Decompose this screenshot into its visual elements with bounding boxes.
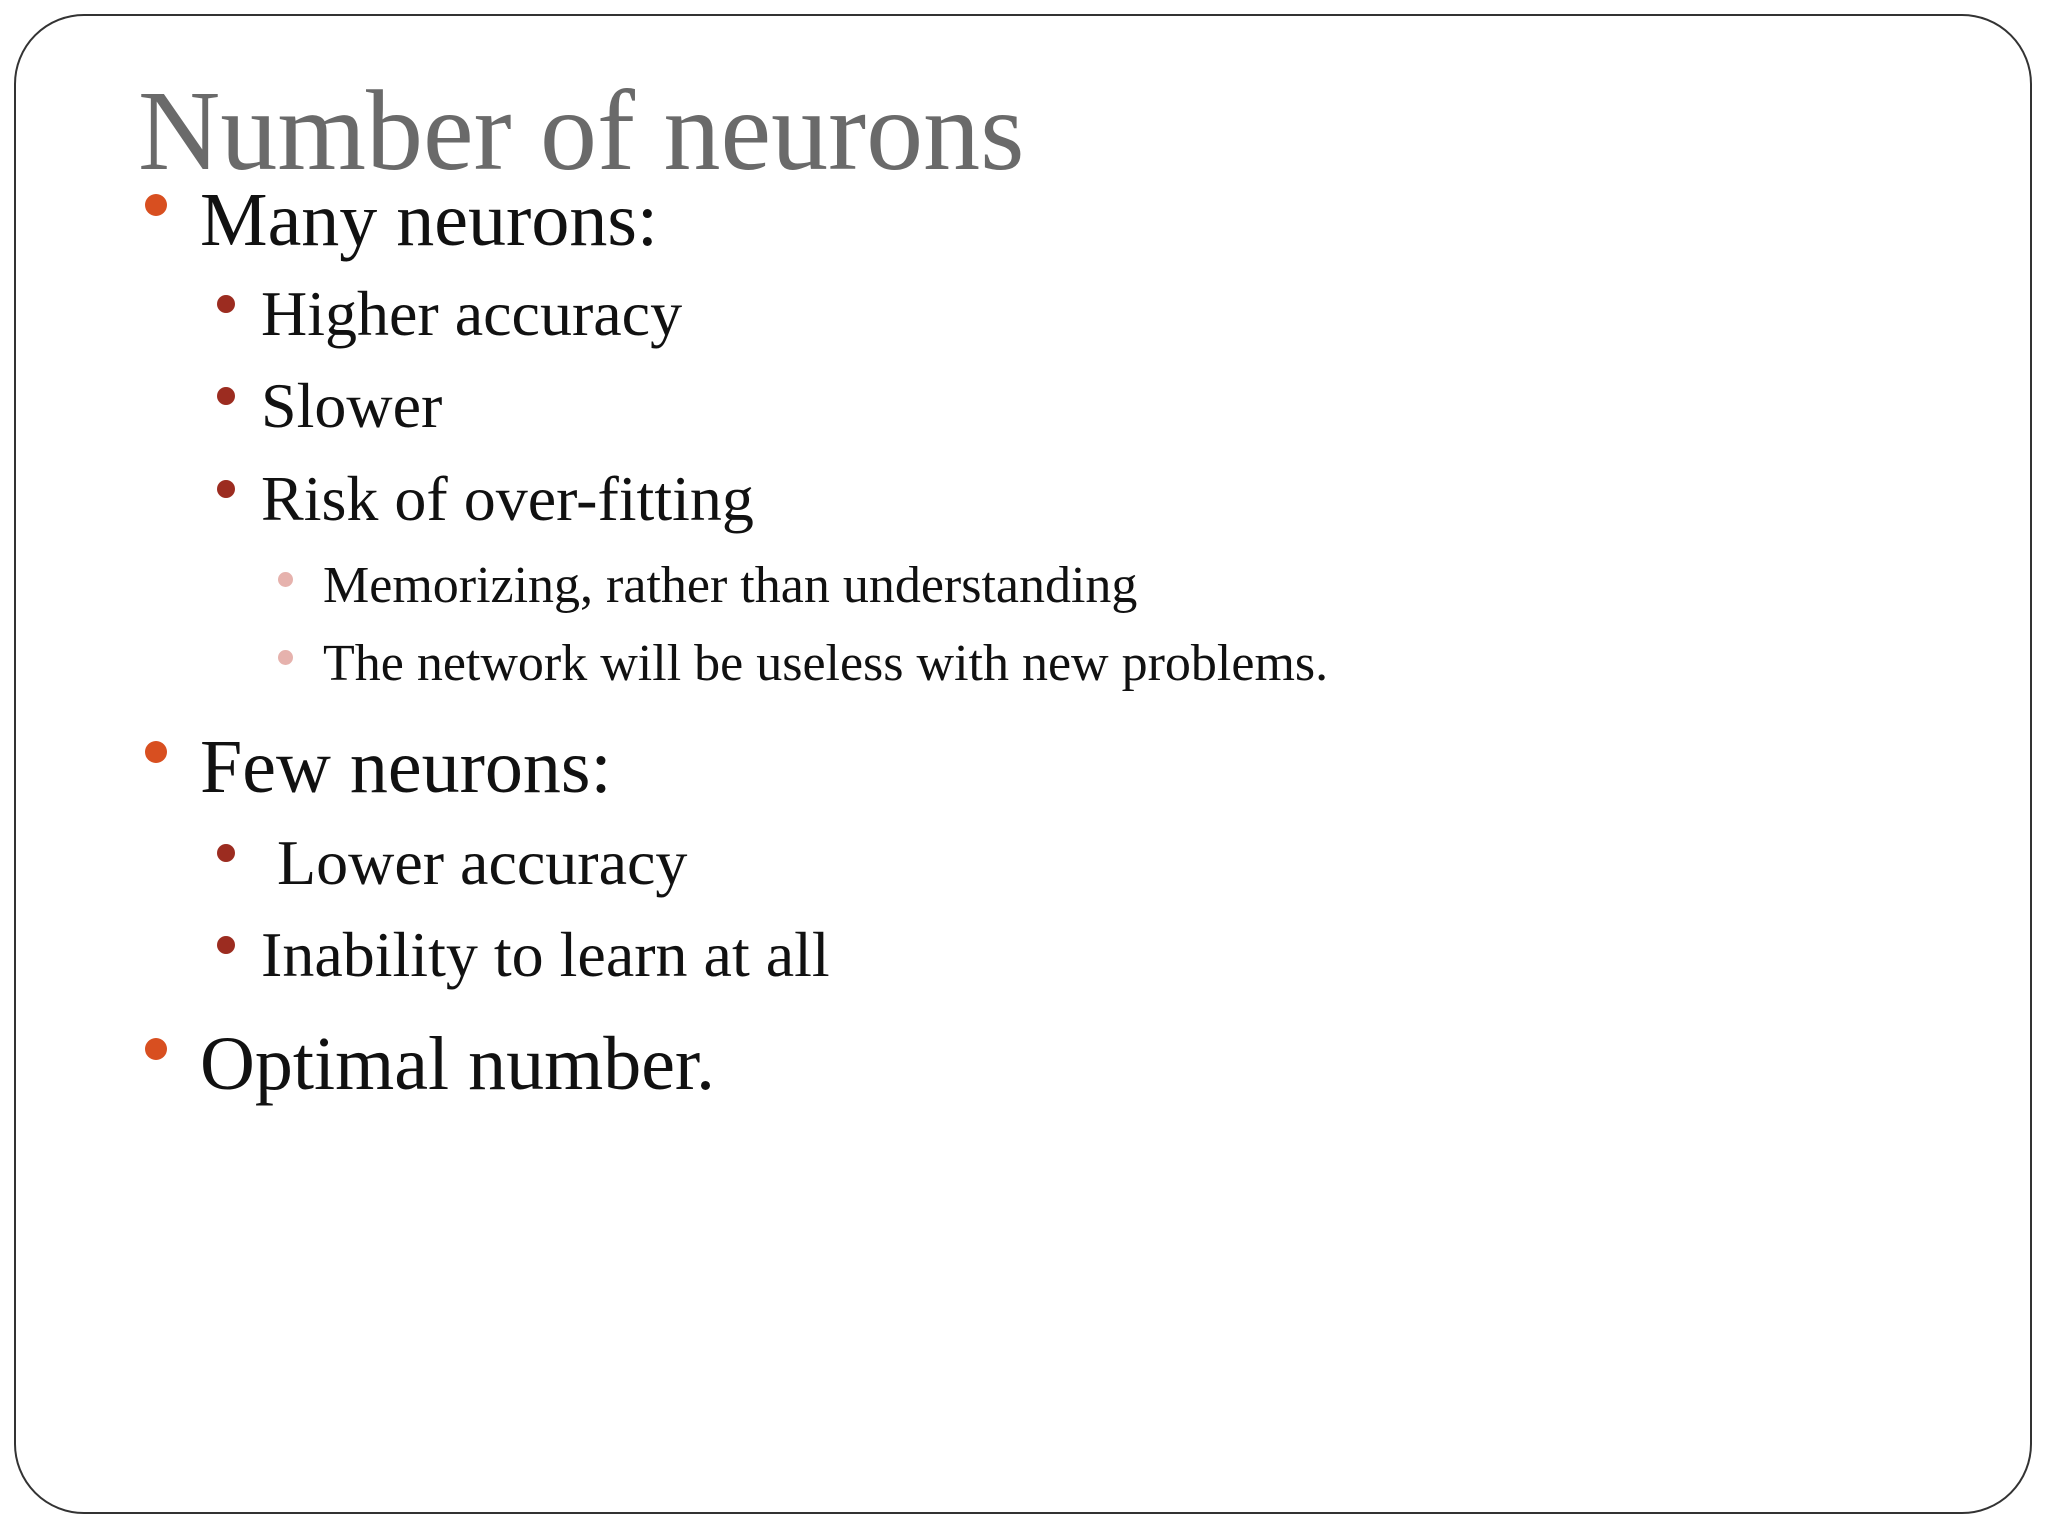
bullet-text: Memorizing, rather than understanding [323, 557, 1138, 614]
slide-frame [14, 14, 2032, 1514]
bullet-dot-icon [217, 844, 235, 862]
bullet-text: Optimal number. [200, 1022, 716, 1106]
bullet-text: The network will be useless with new problems. [323, 635, 1329, 692]
bullet-text: Inability to learn at all [261, 919, 830, 990]
bullet-slower [261, 370, 443, 441]
bullet-text: Lower accuracy [261, 827, 688, 898]
bullet-risk-of-overfitting [261, 463, 754, 534]
bullet-dot-icon [278, 650, 293, 665]
bullet-dot-icon [145, 741, 167, 763]
bullet-dot-icon [145, 194, 167, 216]
slide-title: Number of neurons [138, 67, 1025, 194]
bullet-inability-to-learn [261, 919, 830, 990]
bullet-text: Slower [261, 370, 443, 441]
bullet-dot-icon [217, 387, 235, 405]
bullet-dot-icon [217, 295, 235, 313]
bullet-many-neurons [200, 178, 659, 262]
bullet-few-neurons [200, 725, 612, 809]
bullet-text: Risk of over-fitting [261, 463, 754, 534]
bullet-memorizing [323, 557, 1138, 614]
bullet-text: Many neurons: [200, 178, 659, 262]
bullet-higher-accuracy [261, 278, 683, 349]
bullet-dot-icon [278, 572, 293, 587]
bullet-dot-icon [217, 480, 235, 498]
bullet-text: Higher accuracy [261, 278, 683, 349]
bullet-dot-icon [217, 936, 235, 954]
bullet-text: Few neurons: [200, 725, 612, 809]
bullet-optimal-number [200, 1022, 716, 1106]
bullet-lower-accuracy [261, 827, 688, 898]
bullet-network-useless [323, 635, 1329, 692]
bullet-dot-icon [145, 1038, 167, 1060]
